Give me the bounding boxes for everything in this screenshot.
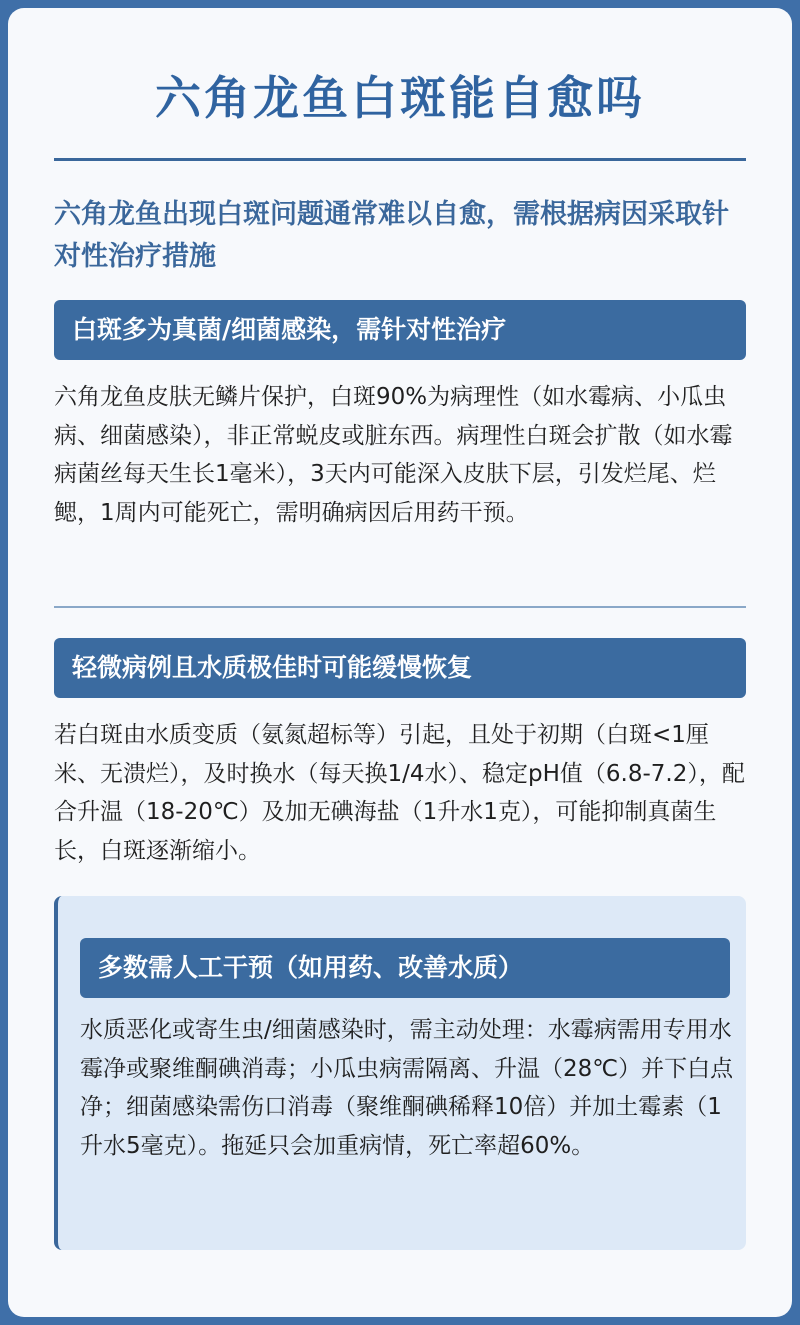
article-card bbox=[8, 8, 792, 1317]
section-body-2: 若白斑由水质变质（氨氮超标等）引起，且处于初期（白斑<1厘米、无溃烂），及时换水（每天换1/4水）、稳定pH值（6.8-7.2），配合升温（18-20℃）及加无碘海盐（1升水1克），可能抑制真菌生长，白斑逐渐缩小。 bbox=[54, 722, 745, 864]
section-body-3: 水质恶化或寄生虫/细菌感染时，需主动处理：水霉病需用专用水霉净或聚维酮碘消毒；小瓜虫病需隔离、升温（28℃）并下白点净；细菌感染需伤口消毒（聚维酮碘稀释10倍）并加土霉素（1升水5毫克）。拖延只会加重病情，死亡率超60%。 bbox=[80, 1017, 734, 1159]
section-divider bbox=[54, 606, 746, 608]
section-body-1: 六角龙鱼皮肤无鳞片保护，白斑90%为病理性（如水霉病、小瓜虫病、细菌感染），非正常蜕皮或脏东西。病理性白斑会扩散（如水霉病菌丝每天生长1毫米），3天内可能深入皮肤下层，引发烂尾、烂鳃，1周内可能死亡，需明确病因后用药干预。 bbox=[54, 384, 733, 526]
section-heading-1: 白斑多为真菌/细菌感染，需针对性治疗 bbox=[54, 300, 746, 360]
title-divider bbox=[54, 158, 746, 161]
callout-box bbox=[54, 896, 746, 1250]
section-heading-2: 轻微病例且水质极佳时可能缓慢恢复 bbox=[54, 638, 746, 698]
section-heading-3: 多数需人工干预（如用药、改善水质） bbox=[80, 938, 730, 998]
page-title: 六角龙鱼白斑能自愈吗 bbox=[155, 71, 645, 125]
page-subtitle: 六角龙鱼出现白斑问题通常难以自愈，需根据病因采取针对性治疗措施 bbox=[54, 199, 729, 272]
